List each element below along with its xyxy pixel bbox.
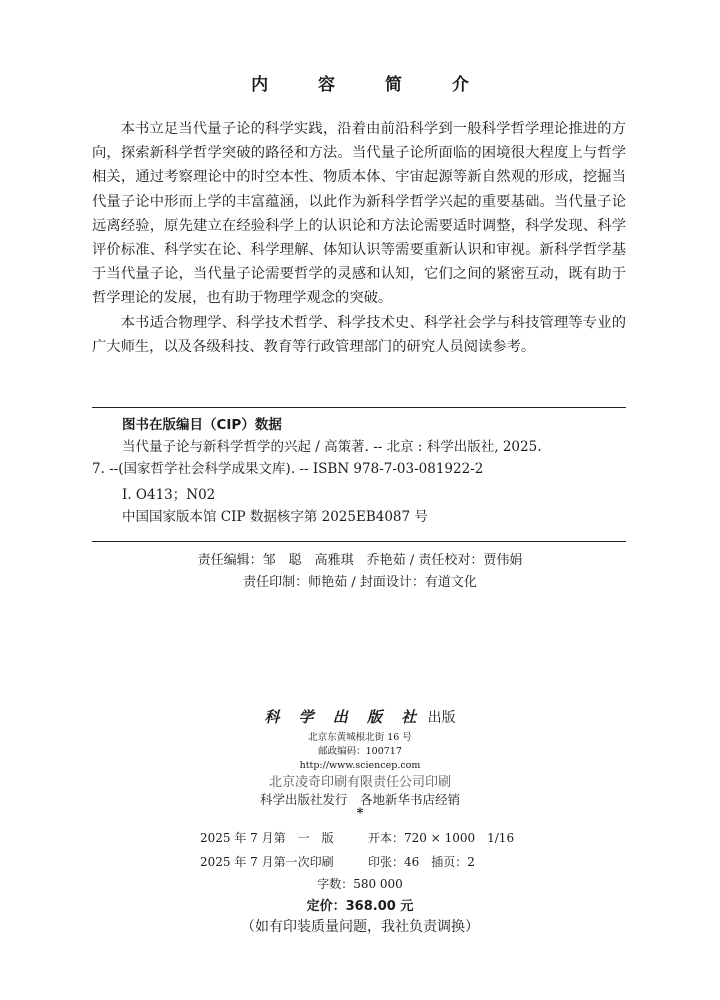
price: 定价：368.00 元	[306, 899, 414, 914]
publisher-postcode: 邮政编码：100717	[318, 746, 402, 757]
word-count: 字数：580 000	[317, 877, 403, 891]
printing-credits: 责任印制：师艳茹 / 封面设计：有道文化	[243, 575, 477, 590]
publisher-suffix: 出版	[427, 710, 456, 726]
cip-bottom-rule	[92, 541, 626, 542]
publisher-name: 科 学 出 版 社	[264, 708, 424, 726]
cip-classification: Ⅰ. O413；N02	[122, 487, 216, 503]
publisher-address: 北京东黄城根北街 16 号	[308, 732, 412, 743]
cip-entry-line: 7. --(国家哲学社会科学成果文库). -- ISBN 978-7-03-081922-2	[92, 461, 484, 477]
cip-heading: 图书在版编目（CIP）数据	[122, 417, 282, 433]
sheets-line: 印张：46 插页：2	[368, 855, 475, 869]
separator-star: *	[356, 806, 364, 821]
cip-record-number: 中国国家版本馆 CIP 数据核字第 2025EB4087 号	[122, 509, 428, 525]
format-line: 开本：720 × 1000 1/16	[368, 831, 515, 845]
cip-top-rule	[92, 407, 626, 408]
summary-paragraph: 本书立足当代量子论的科学实践，沿着由前沿科学到一般科学哲学理论推进的方向，探索新科学哲学突破的路径和方法。当代量子论所面临的困境很大程度上与哲学相关，通过考察理论中的时空本性、物质本体、宇宙起源等新自然观的形成，挖掘当代量子论中形而上学的丰富蕴涵，以此作为新科学哲学兴起的重要基础。当代量子论远离经验，原先建立在经验科学上的认识论和方法论需要适时调整，科学发现、科学评价标准、科学实在论、科学理解、体知认识等需要重新认识和审视。新科学哲学基于当代量子论，当代量子论需要哲学的灵感和认知，它们之间的紧密互动，既有助于哲学理论的发展，也有助于物理学观念的突破。	[92, 121, 626, 307]
distribution-line: 科学出版社发行 各地新华书店经销	[259, 792, 460, 807]
publisher-line	[0, 706, 720, 727]
edition-line: 2025 年 7 月第 一 版	[200, 831, 334, 845]
cip-entry-line: 当代量子论与新科学哲学的兴起 / 高策著. -- 北京 : 科学出版社, 2025.	[122, 439, 542, 455]
quality-notice: （如有印装质量问题，我社负责调换）	[241, 919, 479, 935]
editor-credits: 责任编辑：邹 聪 高雅琪 乔艳茹 / 责任校对：贾伟娟	[197, 553, 523, 568]
cip-block	[92, 414, 626, 528]
page-title: 内 容 简 介	[251, 75, 491, 95]
summary-body	[92, 117, 626, 359]
impression-line: 2025 年 7 月第一次印刷	[200, 855, 334, 869]
printer-line: 北京凌奇印刷有限责任公司印刷	[268, 775, 451, 790]
publisher-website: http://www.sciencep.com	[299, 760, 421, 771]
summary-paragraph: 本书适合物理学、科学技术哲学、科学技术史、科学社会学与科技管理等专业的广大师生，以及各级科技、教育等行政管理部门的研究人员阅读参考。	[92, 314, 626, 355]
